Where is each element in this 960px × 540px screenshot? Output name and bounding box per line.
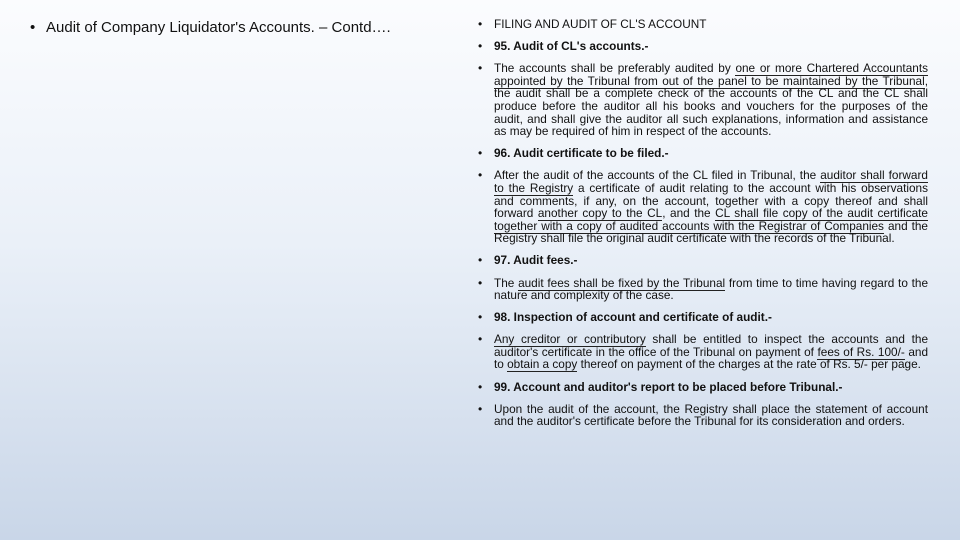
text-run: thereof on payment of the charges at the rate of Rs. 5/- per page. [577, 357, 921, 372]
section-heading-item [478, 18, 928, 31]
underlined-text: fees of Rs. 100/- [817, 344, 905, 359]
underlined-text: another copy to the CL [537, 206, 663, 221]
rule-99-body: Upon the audit of the account, the Registry shall place the statement of account and the auditor's certificate before the Tribunal for its consideration and orders. [494, 401, 928, 429]
rule-99-body-item [478, 403, 928, 428]
bullet-icon: • [478, 168, 483, 183]
rule-98-title: 98. Inspection of account and certificate of audit.- [494, 310, 772, 325]
bullet-icon: • [478, 17, 483, 31]
bullet-icon: • [30, 19, 36, 36]
rule-97-body-item [478, 277, 928, 302]
bullet-icon: • [478, 401, 483, 416]
bullet-icon: • [478, 310, 483, 325]
bullet-icon: • [478, 253, 483, 268]
left-column [30, 20, 420, 36]
rule-96-body-item [478, 169, 928, 245]
text-run: a certificate of audit relating to the account with his observations and comments, if any, on the account, together with a copy thereof and shall forward [494, 180, 928, 221]
slide-title-item [30, 20, 420, 36]
underlined-text: audit fees shall be fixed by the Tribunal [518, 275, 726, 290]
bullet-icon: • [478, 39, 483, 54]
rule-96-body [494, 169, 928, 245]
rule-97-body [494, 277, 928, 302]
rule-99-title-item [478, 381, 928, 394]
rule-95-body-item [478, 62, 928, 138]
text-run: , and the [662, 206, 716, 221]
rule-98-body-item [478, 333, 928, 371]
bullet-icon: • [478, 379, 483, 394]
underlined-text: CL shall file copy of the audit certificate together with a copy of audited accounts with the Registrar of Companies [494, 206, 928, 233]
text-run: and to [494, 344, 929, 372]
rule-97-title-item [478, 254, 928, 267]
text-run: After the audit of the accounts of the CL filed in Tribunal, the [494, 168, 821, 183]
underlined-text: auditor shall forward to the Registry [494, 168, 928, 195]
rule-97-title: 97. Audit fees.- [494, 253, 578, 268]
text-run: and the Registry shall file the original audit certificate with the records of the Tribunal. [494, 218, 928, 246]
rule-95-body [494, 62, 928, 138]
bullet-icon: • [478, 332, 483, 347]
rule-95-title: 95. Audit of CL's accounts.- [494, 39, 649, 54]
text-run: The accounts shall be preferably audited by [494, 61, 736, 76]
rule-98-body [494, 333, 928, 371]
rule-98-title-item [478, 311, 928, 324]
text-run: shall be entitled to inspect the accounts and the auditor's certificate in the office of the Tribunal on payment of [494, 332, 929, 359]
underlined-text: one or more Chartered Accountants appointed by the Tribunal from out of the panel to be maintained by the Tribunal [494, 61, 929, 88]
rule-96-title-item [478, 147, 928, 160]
slide-title: Audit of Company Liquidator's Accounts. – Contd…. [46, 19, 391, 36]
rule-99-title: 99. Account and auditor's report to be placed before Tribunal.- [494, 379, 843, 394]
right-column [478, 18, 928, 437]
text-run: The [494, 275, 519, 290]
bullet-icon: • [478, 146, 483, 161]
text-run: , the audit shall be a complete check of the accounts of the CL and the CL shall produce before the auditor all his books and vouchers for the purposes of the audit, and shall give the auditor all such explanations, information and assistance as may be required of him in respect of the accounts. [494, 73, 928, 139]
text-run: from time to time having regard to the nature and complexity of the case. [494, 275, 929, 303]
bullet-icon: • [478, 275, 483, 290]
rule-95-title-item [478, 40, 928, 53]
section-heading: FILING AND AUDIT OF CL'S ACCOUNT [494, 17, 707, 31]
underlined-text: Any creditor or contributory [494, 332, 646, 347]
underlined-text: obtain a copy [507, 357, 578, 372]
bullet-icon: • [478, 61, 483, 76]
rule-96-title: 96. Audit certificate to be filed.- [494, 146, 669, 161]
